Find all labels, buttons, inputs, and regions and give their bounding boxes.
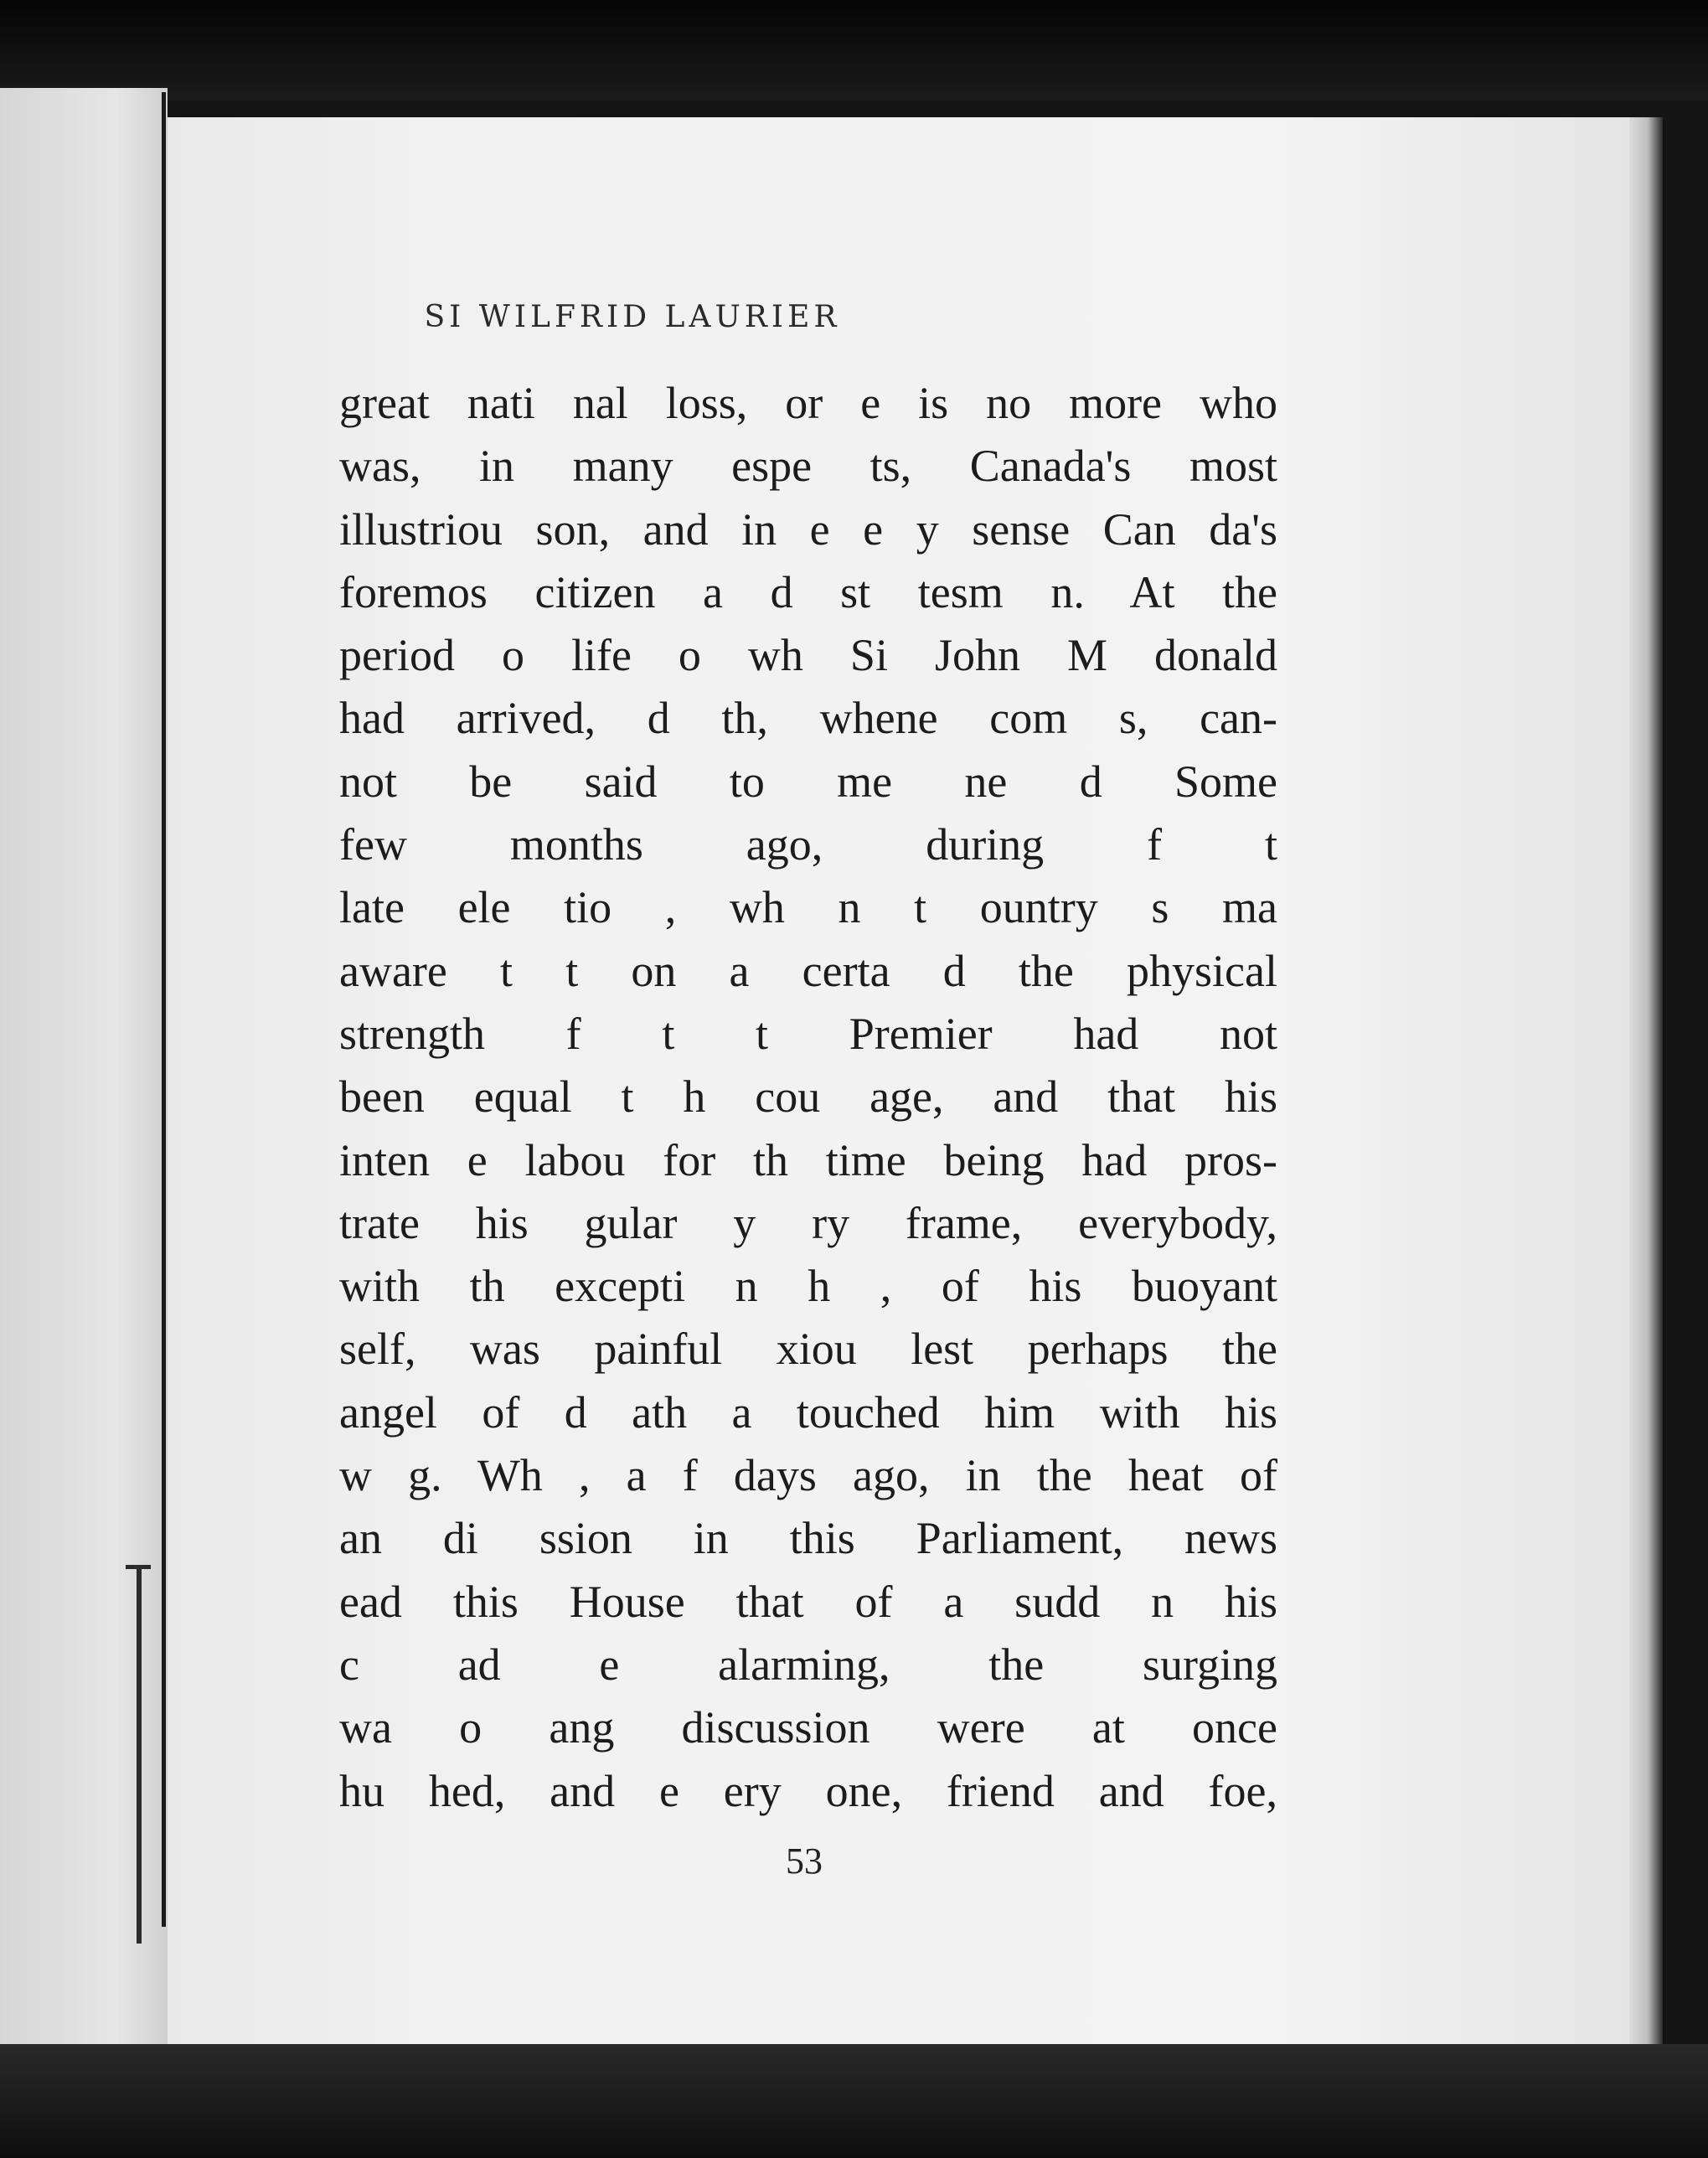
- gutter-mark: [137, 1768, 142, 1944]
- facing-page: [0, 88, 168, 2124]
- page-edge: [1629, 117, 1663, 2044]
- page-number: 53: [786, 1840, 823, 1882]
- text-line: strength f t t Premier had not: [339, 1008, 1277, 1059]
- text-line: angel of d ath a touched him with his: [339, 1386, 1277, 1438]
- text-line: self, was painful xiou lest perhaps the: [339, 1324, 1277, 1375]
- text-line: late ele tio , wh n t ountry s ma: [339, 882, 1277, 933]
- text-line: aware t t on a certa d the physical: [339, 945, 1277, 996]
- text-line: trate his gular y ry frame, everybody,: [339, 1197, 1277, 1248]
- text-line: w g. Wh , a f days ago, in the heat of: [339, 1450, 1277, 1501]
- text-line: was, in many espe ts, Canada's most: [339, 441, 1277, 492]
- text-line: c ad e alarming, the surging: [339, 1639, 1277, 1690]
- scan-bottom-shadow: [0, 2044, 1708, 2158]
- text-line: few months ago, during f t: [339, 819, 1277, 870]
- scan-top-shadow: [0, 0, 1708, 101]
- text-line: been equal t h cou age, and that his: [339, 1071, 1277, 1123]
- text-line: illustriou son, and in e e y sense Can da's: [339, 503, 1277, 555]
- text-line: great nati nal loss, or e is no more who: [339, 378, 1277, 428]
- running-head: SI WILFRID LAURIER: [424, 300, 841, 334]
- gutter-mark: [126, 1565, 151, 1569]
- text-line: inten e labou for th time being had pros-: [339, 1134, 1277, 1185]
- text-line: an di ssion in this Parliament, news: [339, 1513, 1277, 1564]
- text-line: wa o ang discussion were at once: [339, 1702, 1277, 1753]
- text-line: not be said to me ne d Some: [339, 756, 1277, 807]
- text-line: ead this House that of a sudd n his: [339, 1576, 1277, 1627]
- text-line: with th excepti n h , of his buoyant: [339, 1261, 1277, 1312]
- book-spine: [162, 92, 166, 1927]
- text-line: had arrived, d th, whene com s, can-: [339, 693, 1277, 744]
- body-text: [339, 372, 1277, 1823]
- text-line: foremos citizen a d st tesm n. At the: [339, 566, 1277, 617]
- text-line: period o life o wh Si John M donald: [339, 630, 1277, 681]
- text-line: hu hed, and e ery one, friend and foe,: [339, 1765, 1277, 1816]
